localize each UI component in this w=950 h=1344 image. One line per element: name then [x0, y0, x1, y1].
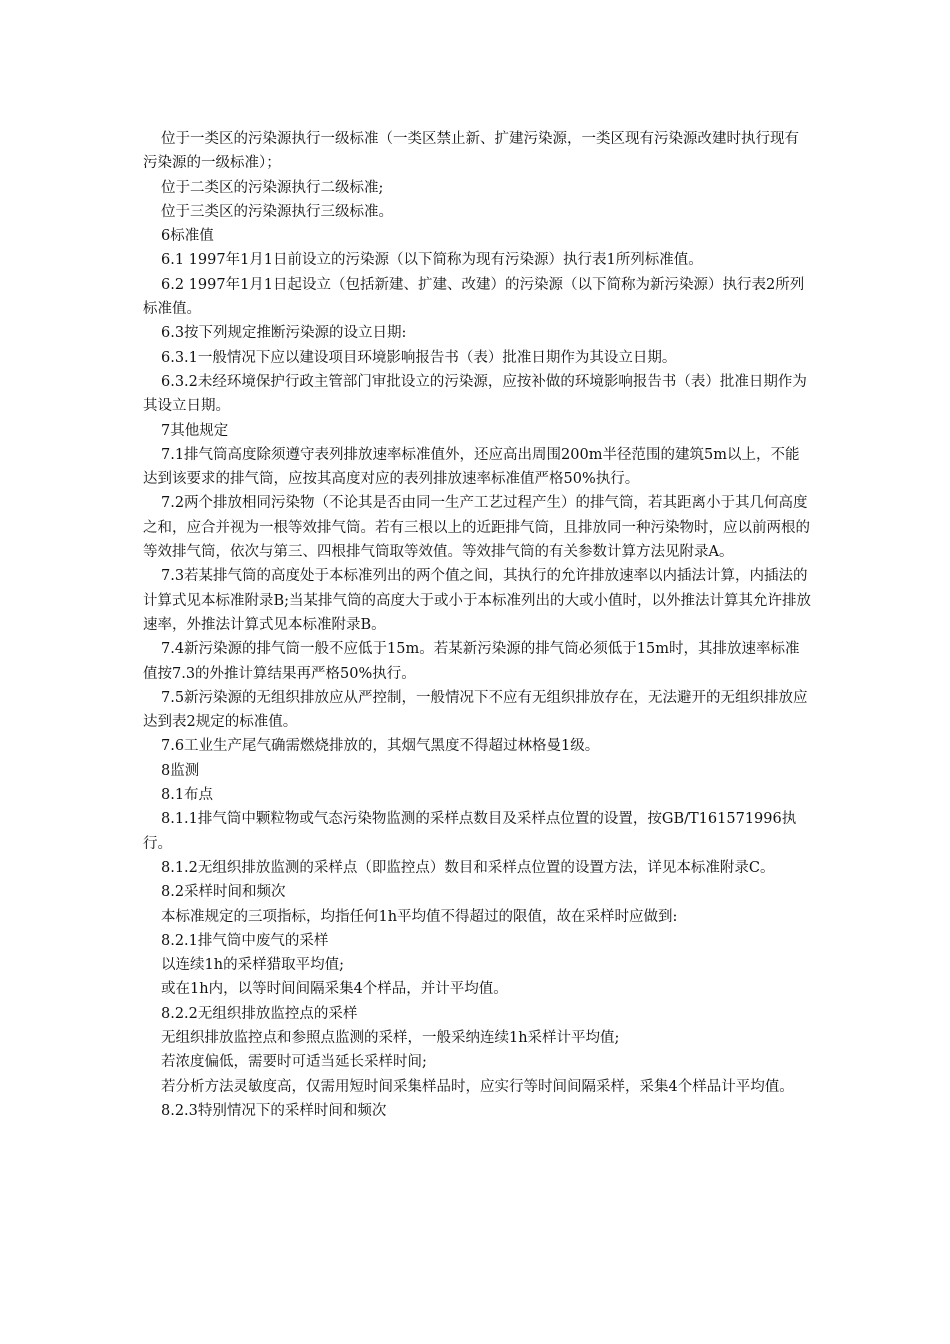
paragraph: 或在1h内，以等时间间隔采集4个样品，并计平均值。 [161, 981, 508, 998]
paragraph: 若分析方法灵敏度高，仅需用短时间采集样品时，应实行等时间间隔采样，采集4个样品计平均值。 [161, 1078, 794, 1095]
section-heading: 6标准值 [161, 228, 214, 245]
paragraph: 6.3.1一般情况下应以建设项目环境影响报告书（表）批准日期作为其设立日期。 [161, 349, 677, 366]
subsection-heading: 8.2采样时间和频次 [161, 884, 286, 901]
paragraph: 7.6工业生产尾气确需燃烧排放的，其烟气黑度不得超过林格曼1级。 [161, 738, 600, 755]
subsection-heading: 8.2.1排气筒中废气的采样 [161, 932, 329, 949]
paragraph: 6.3按下列规定推断污染源的设立日期: [161, 325, 407, 342]
paragraph: 以连续1h的采样猎取平均值; [161, 957, 344, 974]
paragraph: 6.1 1997年1月1日前设立的污染源（以下简称为现有污染源）执行表1所列标准值。 [161, 252, 703, 269]
paragraph: 7.2两个排放相同污染物（不论其是否由同一生产工艺过程产生）的排气筒，若其距离小于其几何高度之和，应合并视为一根等效排气筒。若有三根以上的近距排气筒，且排放同一种污染物时，应以前两根的等效排气筒，依次与第三、四根排气筒取等效值。等效排气筒的有关参数计算方法见附录A。 [143, 495, 810, 561]
subsection-heading: 8.2.3特别情况下的采样时间和频次 [161, 1102, 387, 1119]
section-heading: 7其他规定 [161, 422, 229, 439]
paragraph: 本标准规定的三项指标，均指任何1h平均值不得超过的限值，故在采样时应做到: [161, 908, 678, 925]
paragraph: 8.1.2无组织排放监测的采样点（即监控点）数目和采样点位置的设置方法，详见本标准附录C。 [161, 859, 775, 876]
paragraph: 位于一类区的污染源执行一级标准（一类区禁止新、扩建污染源，一类区现有污染源改建时执行现有污染源的一级标准）； [143, 131, 799, 172]
paragraph: 7.3若某排气筒的高度处于本标准列出的两个值之间，其执行的允许排放速率以内插法计算，内插法的计算式见本标准附录B;当某排气筒的高度大于或小于本标准列出的大或小值时，以外推法计算其允许排放速率，外推法计算式见本标准附录B。 [143, 568, 812, 633]
document-body [143, 127, 813, 1123]
paragraph: 6.3.2未经环境保护行政主管部门审批设立的污染源，应按补做的环境影响报告书（表）批准日期作为其设立日期。 [143, 373, 807, 415]
paragraph: 无组织排放监控点和参照点监测的采样，一般采纳连续1h采样计平均值; [161, 1029, 620, 1046]
subsection-heading: 8.1布点 [161, 787, 214, 804]
paragraph: 6.2 1997年1月1日起设立（包括新建、扩建、改建）的污染源（以下简称为新污染源）执行表2所列标准值。 [143, 276, 805, 318]
paragraph: 7.5新污染源的无组织排放应从严控制，一般情况下不应有无组织排放存在，无法避开的无组织排放应达到表2规定的标准值。 [143, 689, 808, 731]
paragraph: 7.4新污染源的排气筒一般不应低于15m。若某新污染源的排气筒必须低于15m时，其排放速率标准值按7.3的外推计算结果再严格50%执行。 [143, 641, 800, 682]
paragraph: 8.1.1排气筒中颗粒物或气态污染物监测的采样点数目及采样点位置的设置，按GB/T161571996执行。 [143, 811, 797, 852]
section-heading: 8监测 [161, 762, 200, 779]
paragraph: 若浓度偏低，需要时可适当延长采样时间; [161, 1054, 427, 1071]
paragraph: 7.1排气筒高度除须遵守表列排放速率标准值外，还应高出周围200m半径范围的建筑5m以上，不能达到该要求的排气筒，应按其高度对应的表列排放速率标准值严格50%执行。 [143, 446, 800, 488]
subsection-heading: 8.2.2无组织排放监控点的采样 [161, 1005, 358, 1022]
paragraph: 位于二类区的污染源执行二级标准; [161, 179, 384, 196]
paragraph: 位于三类区的污染源执行三级标准。 [161, 203, 393, 220]
